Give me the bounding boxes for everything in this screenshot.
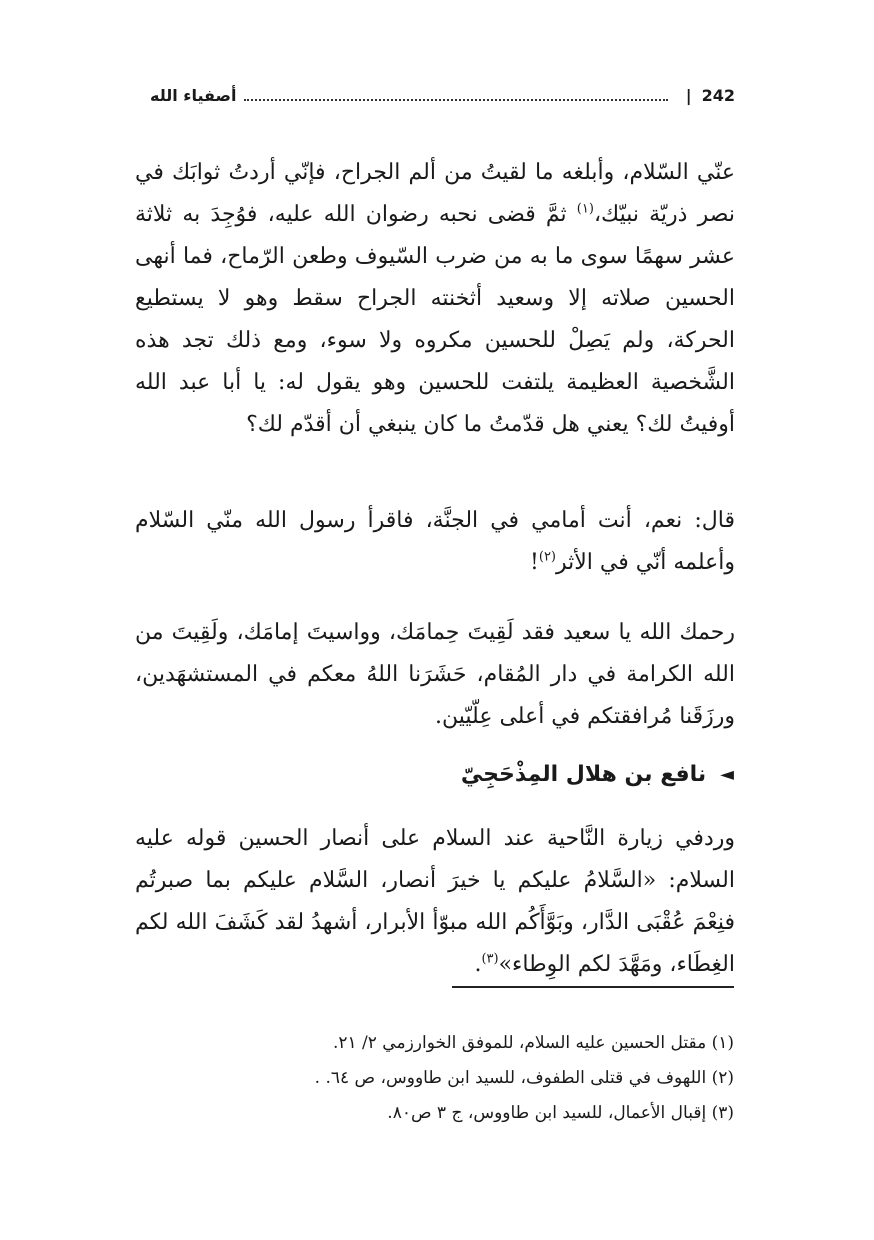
header-separator: | — [685, 85, 692, 105]
running-header — [150, 80, 735, 110]
paragraph-1-text-b: ثمَّ قضى نحبه رضوان الله عليه، فوُجِدَ به ثلاثة عشر سهمًا سوى ما به من ضرب السّيوف وطعن الرّماح، فما أنهى الحسين صلاته إلا وسعيد أثخنته الجراح سقط وهو لا يستطيع الحركة، ولم يَصِلْ للحسين مكروه ولا سوء، ومع ذلك تجد هذه الشَّخصية العظيمة يلتفت للحسين وهو يقول له: يا أبا عبد الله أوفيتُ لك؟ يعني هل قدّمتُ ما كان ينبغي أن أقدّم لك؟ — [135, 202, 735, 437]
book-title: أصفياء الله — [150, 85, 237, 105]
triangle-marker-icon: ◄ — [720, 764, 734, 785]
footnote-2: (٢) اللهوف في قتلى الطفوف، للسيد ابن طاووس، ص ٦٤. . — [314, 1068, 734, 1088]
footnote-divider — [452, 986, 734, 988]
paragraph-4-text-a: وردفي زيارة النَّاحية عند السلام على أنصار الحسين قوله عليه السلام: «السَّلامُ عليكم يا خيرَ أنصار، السَّلام عليكم بما صبرتُم فنِعْمَ عُقْبَى الدَّار، وبَوَّأَكُم الله مبوّأ الأبرار، أشهدُ لقد كَشَفَ الله لكم الغِطَاء، ومَهَّدَ لكم الوِطاء» — [135, 826, 735, 977]
paragraph-1 — [135, 152, 735, 446]
paragraph-3: رحمك الله يا سعيد فقد لَقِيتَ حِمامَك، وواسيتَ إمامَك، ولَقِيتَ من الله الكرامة في دار المُقام، حَشَرَنا اللهُ معكم في المستشهَدين، ورزَقَنا مُرافقتكم في أعلى عِلّيّين. — [135, 620, 735, 729]
page-number: 242 — [701, 85, 735, 105]
footnote-ref-2[interactable]: (٢) — [538, 549, 556, 565]
paragraph-1-text-a: عنّي السّلام، وأبلغه ما لقيتُ من ألم الجراح، فإنّي أردتُ ثوابَك في نصر ذريّة نبيّك، — [135, 160, 735, 227]
footnote-ref-3[interactable]: (٣) — [481, 951, 499, 967]
footnotes — [134, 1026, 734, 1131]
footnote-ref-1[interactable]: (١) — [576, 201, 594, 217]
paragraph-2-text-b: ! — [530, 550, 539, 575]
paragraph-4-text-b: . — [474, 952, 482, 977]
paragraph-2-text-a: قال: نعم، أنت أمامي في الجنَّة، فاقرأ رسول الله منّي السّلام وأعلمه أنّي في الأثر — [135, 508, 735, 575]
header-dot-leader — [244, 89, 667, 101]
section-heading — [461, 762, 734, 787]
footnote-1: (١) مقتل الحسين عليه السلام، للموفق الخوارزمي ٢/ ٢١. — [332, 1033, 734, 1053]
paragraph-2 — [135, 500, 735, 584]
section-heading-text: نافع بن هلال المِذْحَجِيّ — [460, 762, 707, 787]
paragraph-4 — [135, 818, 735, 986]
footnote-3: (٣) إقبال الأعمال، للسيد ابن طاووس، ج ٣ ص٨٠. — [387, 1103, 734, 1123]
